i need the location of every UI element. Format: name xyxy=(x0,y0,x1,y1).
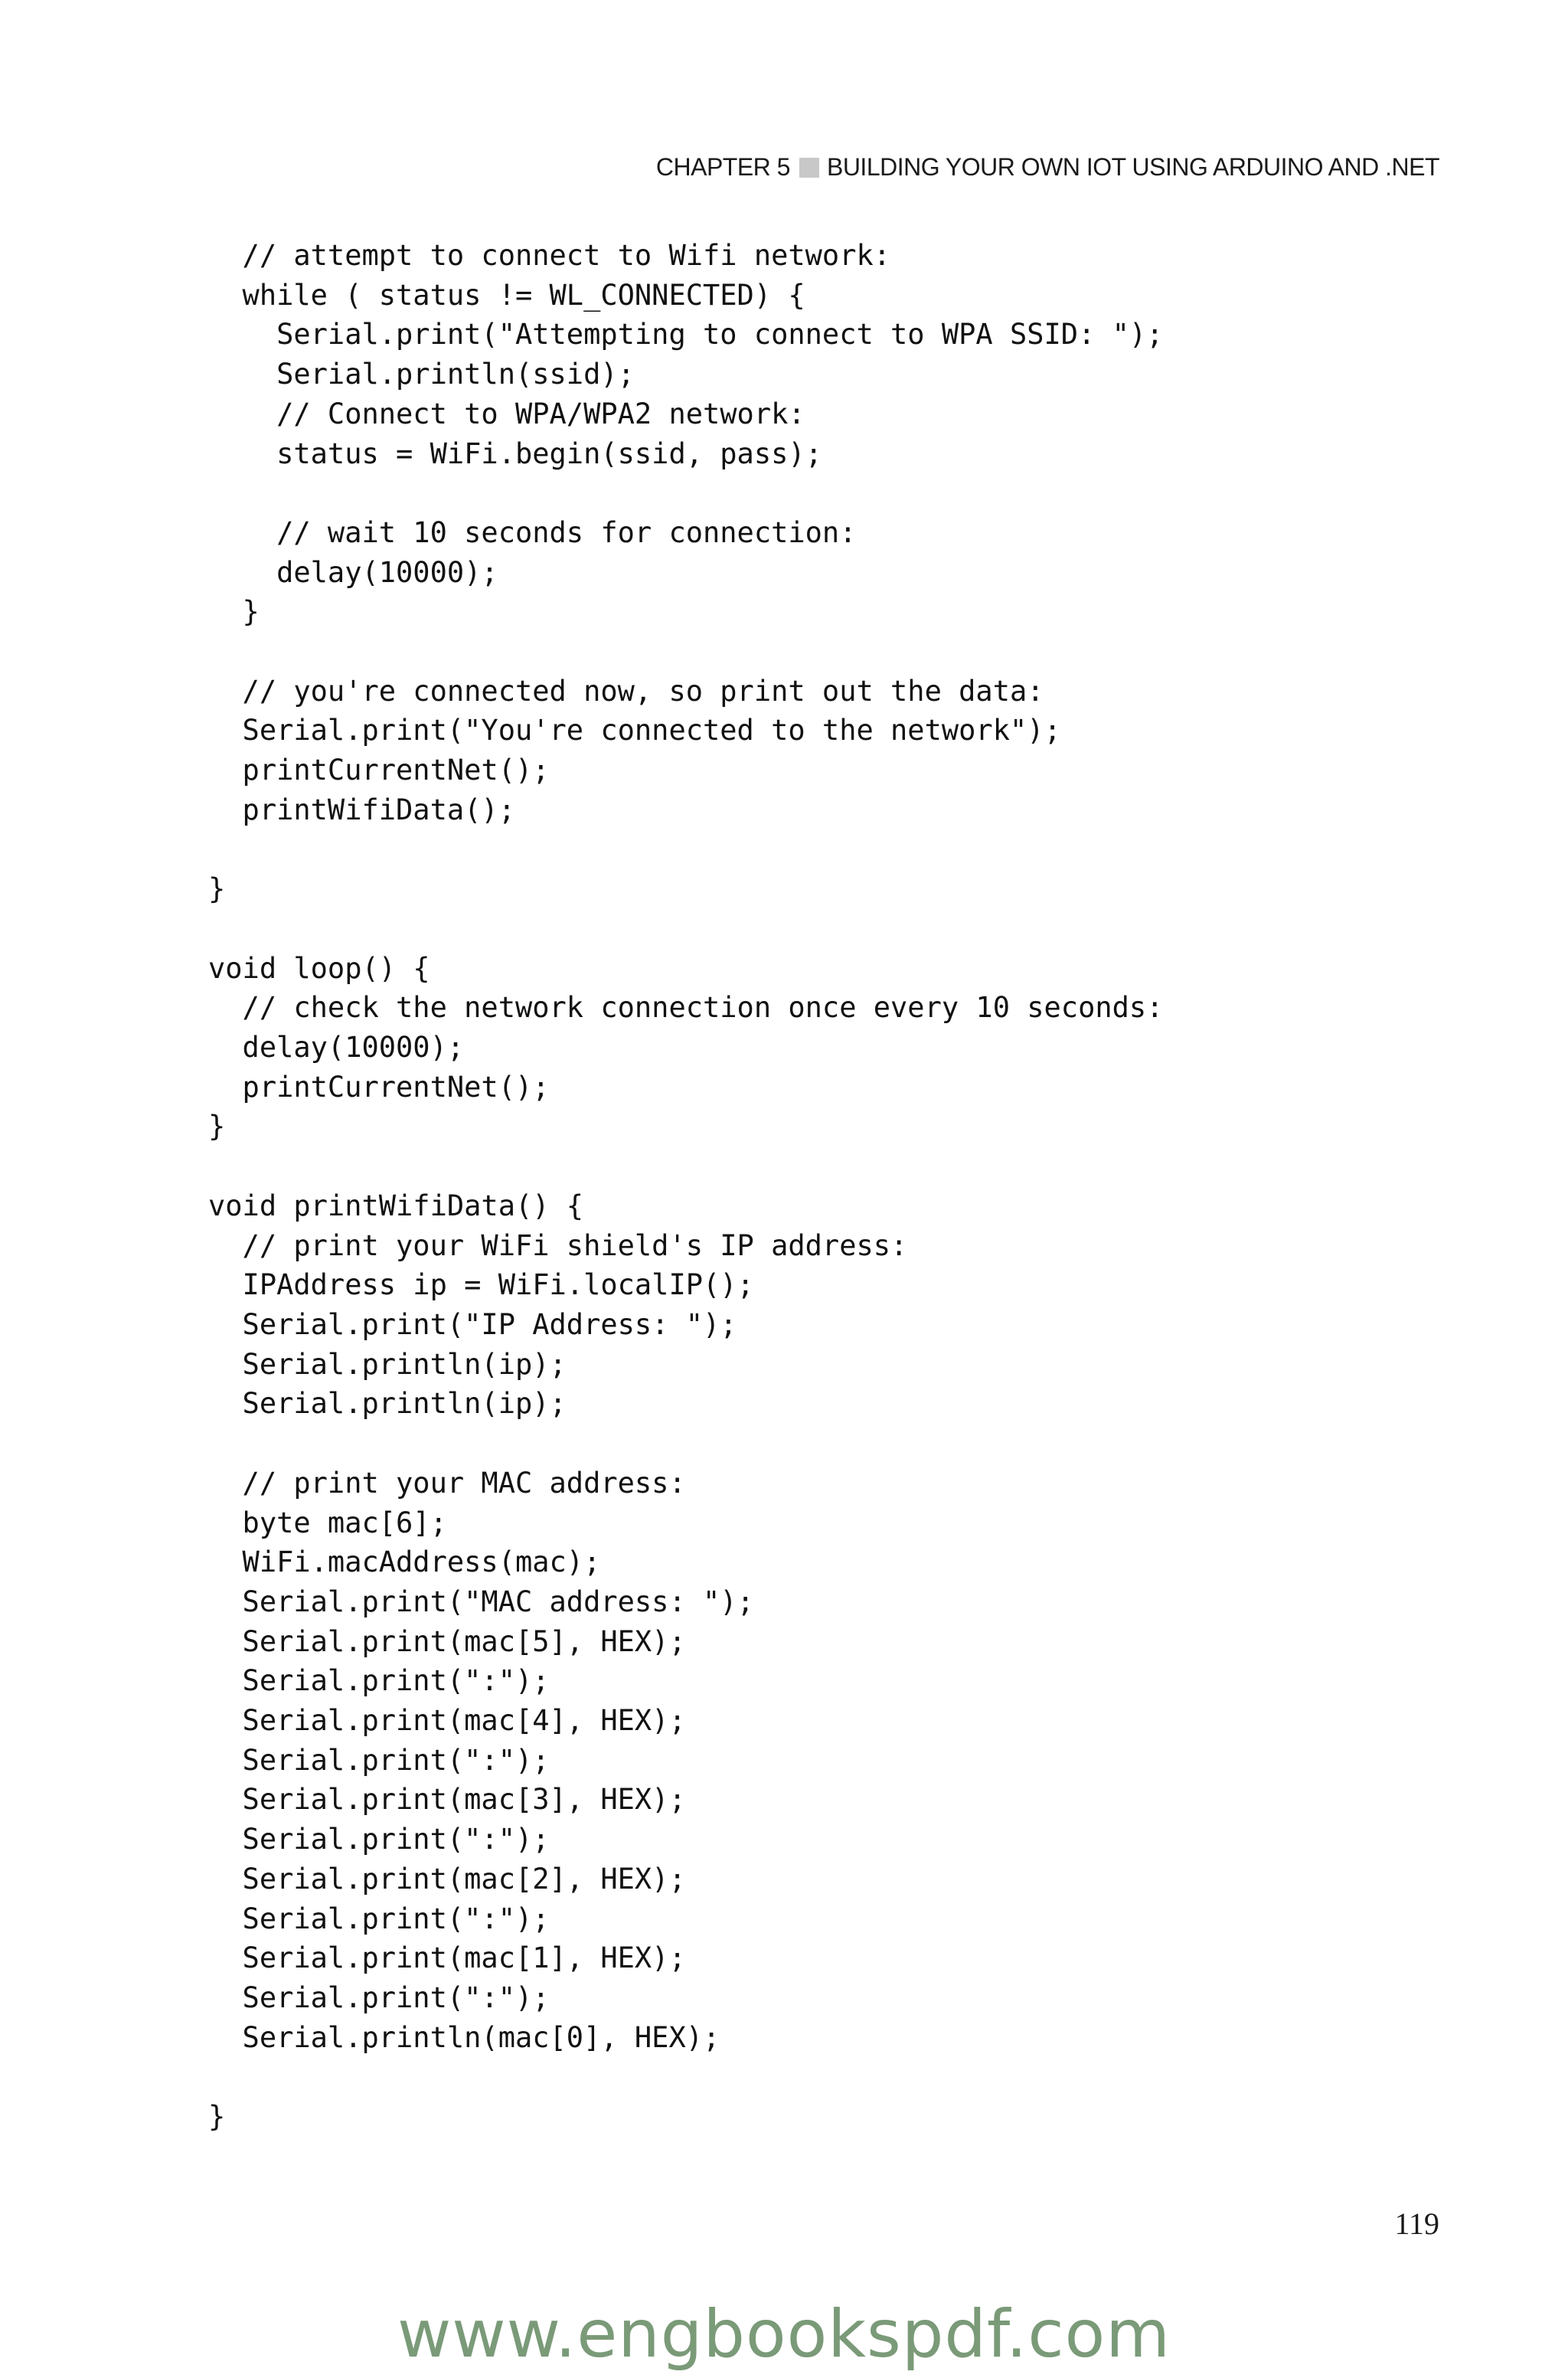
code-line: while ( status != WL_CONNECTED) { xyxy=(208,278,805,312)
code-line: Serial.print(mac[3], HEX); xyxy=(208,1783,686,1817)
code-line: Serial.println(mac[0], HEX); xyxy=(208,2020,720,2054)
code-line: void printWifiData() { xyxy=(208,1189,584,1222)
code-line: printCurrentNet(); xyxy=(208,1070,550,1104)
code-line: } xyxy=(208,872,226,906)
chapter-label: CHAPTER 5 xyxy=(655,153,790,181)
code-line: Serial.print("You're connected to the network"); xyxy=(208,714,1061,747)
running-header xyxy=(656,153,1439,182)
code-line: status = WiFi.begin(ssid, pass); xyxy=(208,437,822,470)
code-line: Serial.print(":"); xyxy=(208,1902,550,1935)
code-listing xyxy=(208,236,1163,2137)
code-line: IPAddress ip = WiFi.localIP(); xyxy=(208,1268,754,1302)
code-line: Serial.print("Attempting to connect to WPA SSID: "); xyxy=(208,318,1164,352)
code-line: // Connect to WPA/WPA2 network: xyxy=(208,397,805,430)
code-line: delay(10000); xyxy=(208,1031,465,1065)
code-line: Serial.print(":"); xyxy=(208,1664,550,1698)
code-line: Serial.println(ip); xyxy=(208,1387,567,1421)
code-line: WiFi.macAddress(mac); xyxy=(208,1546,601,1579)
code-line: // attempt to connect to Wifi network: xyxy=(208,239,891,272)
code-line: // check the network connection once every 10 seconds: xyxy=(208,991,1164,1025)
code-line: } xyxy=(208,595,260,629)
watermark-url: www.engbookspdf.com xyxy=(397,2296,1171,2373)
code-line: Serial.print(mac[1], HEX); xyxy=(208,1941,686,1975)
code-line: } xyxy=(208,2100,226,2134)
separator-square-icon xyxy=(799,158,819,178)
code-line: void loop() { xyxy=(208,951,430,985)
code-line: printCurrentNet(); xyxy=(208,754,550,787)
page-number: 119 xyxy=(1394,2206,1439,2241)
code-line: Serial.println(ip); xyxy=(208,1347,567,1381)
code-line: // you're connected now, so print out the data: xyxy=(208,674,1044,708)
code-line: delay(10000); xyxy=(208,555,498,589)
code-line: // print your MAC address: xyxy=(208,1466,686,1500)
code-line: Serial.print("IP Address: "); xyxy=(208,1307,737,1341)
code-line: Serial.print(mac[4], HEX); xyxy=(208,1704,686,1738)
code-line: Serial.print(mac[5], HEX); xyxy=(208,1624,686,1658)
code-line: printWifiData(); xyxy=(208,793,515,826)
code-line: Serial.print(mac[2], HEX); xyxy=(208,1862,686,1896)
code-line: Serial.print(":"); xyxy=(208,1981,550,2014)
code-line: // print your WiFi shield's IP address: xyxy=(208,1228,908,1262)
code-line: byte mac[6]; xyxy=(208,1506,447,1539)
code-line: Serial.print(":"); xyxy=(208,1743,550,1777)
chapter-title: BUILDING YOUR OWN IOT USING ARDUINO AND .NET xyxy=(826,153,1439,181)
code-line: // wait 10 seconds for connection: xyxy=(208,515,857,549)
code-line: Serial.print(":"); xyxy=(208,1823,550,1856)
code-line: Serial.print("MAC address: "); xyxy=(208,1585,754,1618)
code-line: Serial.println(ssid); xyxy=(208,358,635,391)
code-line: } xyxy=(208,1110,226,1143)
